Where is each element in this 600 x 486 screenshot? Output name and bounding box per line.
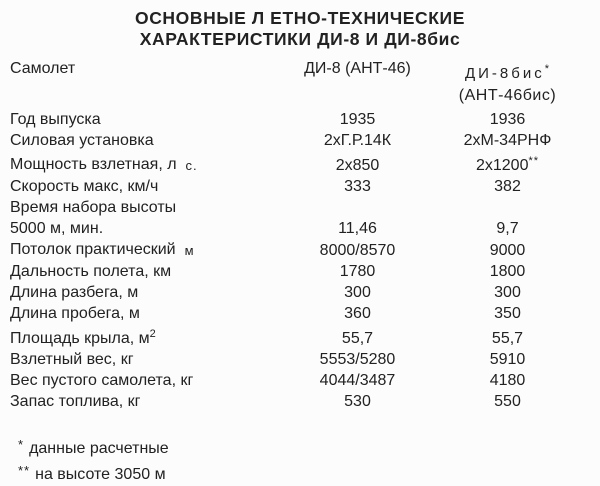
row-value-di8bis-text: 300 [494,284,521,301]
table-row [10,239,590,261]
row-label: Потолок практический [10,241,176,258]
row-label-unit: с. [185,158,198,173]
footnote-text: данные расчетные [29,440,169,457]
row-value-di8 [280,130,435,151]
row-value-di8 [280,109,435,130]
row-value-di8bis [435,130,580,151]
header-col-di8: ДИ-8 (АНТ-46) [304,60,411,77]
row-value-di8 [280,282,435,303]
row-value-di8bis [435,151,580,176]
row-value-di8bis-text: 350 [494,305,521,322]
row-value-di8bis [435,109,580,130]
table-row [10,176,590,197]
row-label: Площадь крыла, м [10,330,150,347]
row-label: Запас топлива, кг [10,393,141,410]
header-label: Самолет [10,60,76,77]
row-label: Скорость макс, км/ч [10,178,159,195]
row-label-line1 [10,349,280,370]
row-label: Взлетный вес, кг [10,351,134,368]
footnote-at-altitude [18,460,590,486]
row-label-cell [10,282,280,303]
row-value-di8 [280,391,435,412]
row-value-di8-text: 55,7 [341,330,374,347]
row-value-di8bis [435,391,580,412]
footnote-marker: ** [18,463,31,478]
footnote-calculated-data [18,434,590,460]
row-label: Вес пустого самолета, кг [10,372,194,389]
row-value-di8-text: 333 [344,178,371,195]
row-label-line1 [10,303,280,324]
footnote-marker: * [18,437,25,452]
row-value-di8bis [435,370,580,391]
row-value-di8bis-text: 2х1200 [475,157,529,174]
row-value-di8-text: 4044/3487 [319,372,396,389]
row-label-cell [10,370,280,391]
row-label-line1 [10,324,280,349]
row-value-footnote-marker: ** [528,155,540,167]
row-label-line1 [10,197,280,218]
row-value-di8 [280,240,435,261]
row-label-cell [10,239,280,261]
footnotes [10,434,590,486]
row-label: Время набора высоты [10,199,177,216]
row-label: Дальность полета, км [10,263,172,280]
row-label: Длина разбега, м [10,284,139,301]
row-label-line2: 5000 м, мин. [10,220,104,237]
row-value-di8bis [435,328,580,349]
row-value-di8bis-text: 382 [494,178,521,195]
row-value-di8bis [435,349,580,370]
row-label: Силовая установка [10,132,154,149]
row-label-line1 [10,109,280,130]
footnote-text: на высоте 3050 м [35,466,166,483]
row-value-di8bis-text: 550 [494,393,521,410]
row-value-di8 [280,155,435,176]
table-row [10,109,590,130]
row-value-di8-text: 360 [344,305,371,322]
row-label-line1 [10,154,280,176]
row-value-di8bis [435,282,580,303]
header-footnote-marker: * [544,63,551,75]
row-value-di8bis-text: 55,7 [491,330,524,347]
row-label-cell [10,154,280,176]
row-value-di8bis-text: 1936 [489,111,526,128]
row-value-di8 [280,370,435,391]
row-value-di8-text: 530 [344,393,371,410]
row-label-superscript: 2 [149,328,157,340]
page-title-line2: ХАРАКТЕРИСТИКИ ДИ-8 И ДИ-8бис [139,29,461,49]
row-value-di8 [280,349,435,370]
row-value-di8bis-text: 1800 [489,263,526,280]
row-label-cell [10,324,280,349]
row-value-di8 [280,303,435,324]
header-col-di8bis-subname: (АНТ-46бис) [458,87,557,104]
table-row [10,130,590,151]
row-value-di8-text: 8000/8570 [319,242,396,259]
table-row [10,370,590,391]
row-value-di8bis-text: 9000 [489,242,526,259]
row-value-di8-text: 2х850 [335,157,380,174]
row-value-di8 [280,261,435,282]
row-label-line1 [10,391,280,412]
table-row [10,282,590,303]
row-value-di8-text: 5553/5280 [319,351,396,368]
table-row [10,303,590,324]
row-label-line1 [10,239,280,261]
row-label-cell [10,303,280,324]
row-label: Год выпуска [10,111,101,128]
row-value-di8bis-text: 2хМ-34РНФ [463,132,552,149]
row-label-cell [10,176,280,197]
table-row [10,151,590,176]
row-value-di8 [280,218,435,239]
row-label-cell [10,391,280,412]
row-value-di8-text: 1780 [339,263,376,280]
row-label-unit: м [184,243,195,258]
row-value-di8bis [435,218,580,239]
row-value-di8bis [435,176,580,197]
row-label: Длина пробега, м [10,305,140,322]
page-title-line1: ОСНОВНЫЕ Л ЕТНО-ТЕХНИЧЕСКИЕ [134,8,465,28]
row-value-di8-text: 300 [344,284,371,301]
row-label-line1 [10,282,280,303]
row-label: Мощность взлетная, л [10,156,177,173]
row-label-line1 [10,261,280,282]
table-rows [10,109,590,412]
row-label-cell [10,109,280,130]
table-row [10,324,590,349]
row-value-di8bis [435,303,580,324]
row-value-di8bis [435,240,580,261]
row-label-line1 [10,130,280,151]
row-value-di8 [280,176,435,197]
row-label-line1 [10,176,280,197]
row-value-di8bis [435,261,580,282]
page-title [10,8,590,50]
row-value-di8bis-text: 9,7 [496,220,519,237]
table-row [10,197,590,239]
table-row [10,391,590,412]
row-value-di8-text: 11,46 [338,220,377,237]
header-col-di8bis-name: ДИ-8бис* [464,63,551,82]
table-header-row [10,58,590,107]
row-value-di8-text: 2хГ.Р.14К [323,132,392,149]
characteristics-table [10,58,590,412]
row-label-cell [10,349,280,370]
row-value-di8bis-text: 5910 [489,351,526,368]
header-col-di8bis [435,58,580,107]
table-row [10,261,590,282]
row-value-di8bis-text: 4180 [489,372,526,389]
row-label-cell [10,197,280,239]
row-value-di8-text: 1935 [339,111,376,128]
row-label-cell [10,261,280,282]
row-label-line1 [10,370,280,391]
row-label-cell [10,130,280,151]
table-row [10,349,590,370]
row-value-di8 [280,328,435,349]
